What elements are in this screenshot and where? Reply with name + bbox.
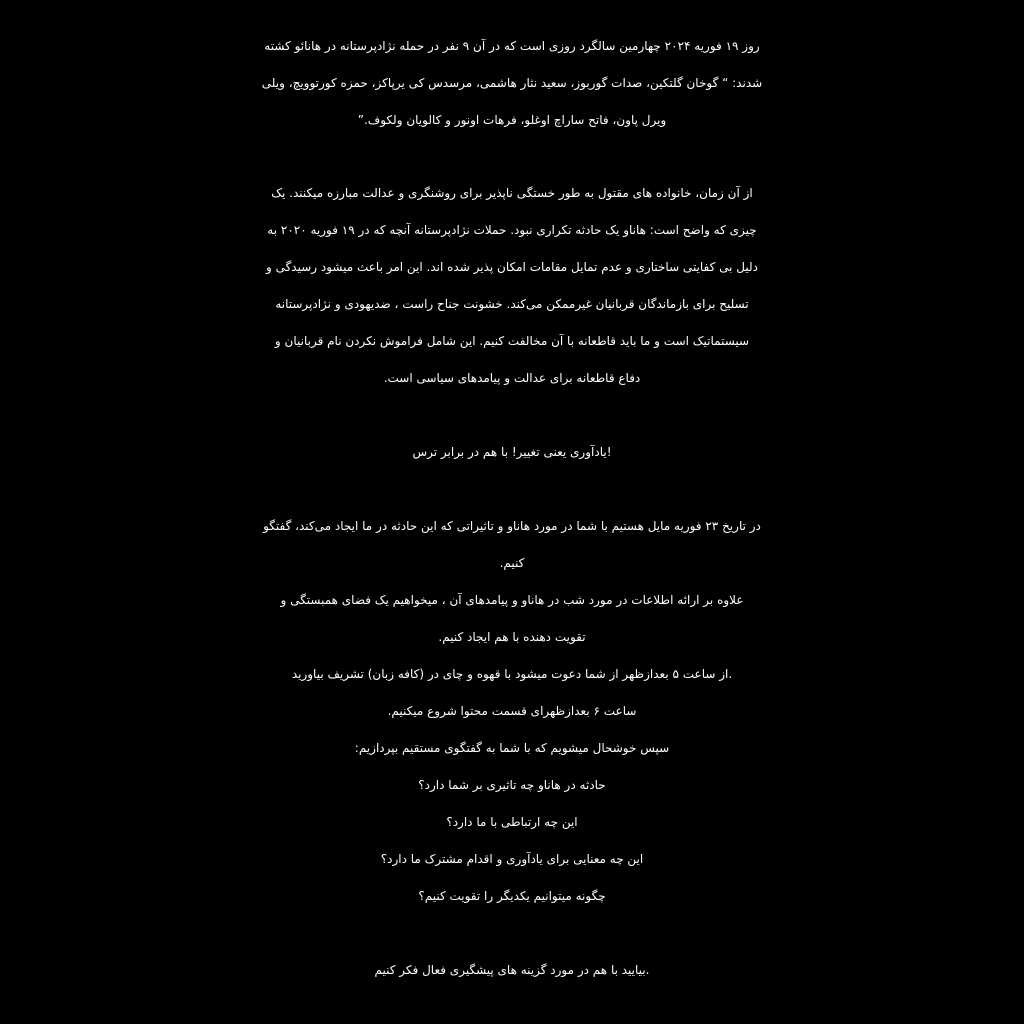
text-line: تقویت دهنده با هم ایجاد کنیم. — [438, 630, 586, 644]
text-line: روز ۱۹ فوریه ۲۰۲۴ چهارمین سالگرد روزی است که در آن ۹ نفر در حمله نژادپرستانه در هانائو کشته — [264, 39, 760, 53]
question-line: چگونه میتوانیم یکدیگر را تقویت کنیم؟ — [418, 889, 606, 903]
paragraph-schedule-questions — [0, 656, 1024, 915]
text-line: ویرل پاون، فاتح ساراچ اوغلو، فرهات اونور و کالویان ولکوف.” — [357, 113, 667, 127]
text-line: کنیم. — [499, 556, 525, 570]
text-line: .بیایید با هم در مورد گزینه های پیشگیری فعال فکر کنیم — [374, 963, 650, 977]
text-line: چیزی که واضح است: هاناو یک حادثه تکراری نبود. حملات نژادپرستانه آنچه که در ۱۹ فوریه ۲۰۲۰ به — [267, 223, 757, 237]
paragraph-closing — [0, 952, 1024, 989]
question-line: این چه معنایی برای یادآوری و اقدام مشترک ما دارد؟ — [380, 852, 644, 866]
text-line: علاوه بر ارائه اطلاعات در مورد شب در هاناو و پیامدهای آن ، میخواهیم یک فضای همبستگی و — [280, 593, 744, 607]
text-line: !یادآوری یعنی تغییر! با هم در برابر ترس — [412, 445, 612, 459]
text-line: در تاریخ ۲۳ فوریه مایل هستیم با شما در مورد هاناو و تاثیراتی که این حادثه در ما ایجاد می‌کند، گفتگو — [263, 519, 761, 533]
text-line: تسلیح برای بازماندگان قربانیان غیرممکن می‌کند. خشونت جناح راست ، ضدیهودی و نژادپرستانه — [275, 297, 749, 311]
text-line: دفاع قاطعانه برای عدالت و پیامدهای سیاسی است. — [383, 371, 641, 385]
text-line: دلیل بی کفایتی ساختاری و عدم تمایل مقامات امکان پذیر شده اند. این امر باعث میشود رسیدگی و — [265, 260, 759, 274]
text-line: .از ساعت ۵ بعدازظهر از شما دعوت میشود با قهوه و چای در (کافه زبان) تشریف بیاورید — [291, 667, 733, 681]
paragraph-anniversary — [0, 28, 1024, 139]
paragraph-solidarity — [0, 582, 1024, 656]
question-line: این چه ارتباطی با ما دارد؟ — [446, 815, 578, 829]
paragraph-invitation-date — [0, 508, 1024, 582]
text-line: از آن زمان، خانواده های مقتول به طور خستگی ناپذیر برای روشنگری و عدالت مبارزه میکنند. یک — [271, 186, 753, 200]
paragraph-slogan — [0, 434, 1024, 471]
question-line: حادثه در هاناو چه تاثیری بر شما دارد؟ — [418, 778, 606, 792]
text-line: ساعت ۶ بعدازظهرای قسمت محتوا شروع میکنیم. — [387, 704, 637, 718]
text-line: شدند: “ گوخان گلتکین، صدات گوربوز، سعید نثار هاشمی، مرسدس کی یرپاکز، حمزه کورتوویچ، ویلی — [261, 76, 763, 90]
text-line: سپس خوشحال میشویم که با شما به گفتگوی مستقیم بپردازیم: — [354, 741, 670, 755]
paragraph-families-struggle — [0, 175, 1024, 397]
text-line: سیستماتیک است و ما باید قاطعانه با آن مخالفت کنیم. این شامل فراموش نکردن نام قربانیان و — [274, 334, 750, 348]
